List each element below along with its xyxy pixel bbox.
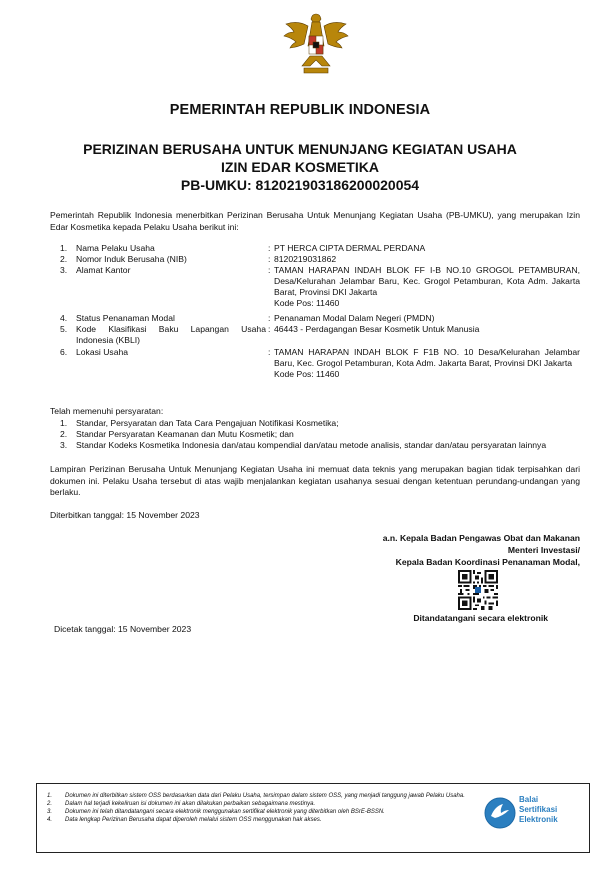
bsre-line-3: Elektronik [519,815,558,824]
field-label: Status Penanaman Modal [76,313,175,323]
field-value-line: 46443 - Perdagangan Besar Kosmetik Untuk Manusia [274,324,480,334]
field-number: 2. [60,254,68,264]
field-value [274,254,580,265]
electronic-signature-note: Ditandatangani secara elektronik [413,613,548,623]
requirement-text: Standar, Persyaratan dan Tata Cara Pengajuan Notifikasi Kosmetika; [76,418,339,428]
field-value-line: TAMAN HARAPAN INDAH BLOK F F1B NO. 10 Desa/Kelurahan Jelambar Baru, Kec. Grogol Petamburan, Kota Adm. Jakarta Barat, Provinsi DKI Jakarta [274,347,580,368]
field-colon: : [268,243,271,253]
field-value-line: Kode Pos: 11460 [274,369,340,379]
requirement-item [50,440,580,451]
footer-note [47,800,477,808]
field-value [274,313,580,324]
garuda-emblem-icon [282,10,350,76]
field-value [274,243,580,254]
requirement-number: 3. [60,440,68,450]
footer-note-number: 1. [47,793,53,799]
requirement-item [50,429,580,440]
field-colon: : [268,313,271,323]
field-value-line: Kode Pos: 11460 [274,298,340,308]
intro-paragraph: Pemerintah Republik Indonesia menerbitkan Perizinan Berusaha Untuk Menunjang Kegiatan Usaha (PB-UMKU), yang merupakan Izin Edar Kosmetika kepada Pelaku Usaha berikut ini: [50,210,580,232]
document-title-line-1: PERIZINAN BERUSAHA UNTUK MENUNJANG KEGIATAN USAHA [83,141,517,157]
requirements-heading: Telah memenuhi persyaratan: [50,406,164,416]
bsre-logo-icon [483,796,517,830]
requirements-list [50,418,580,451]
field-value-line: 8120219031862 [274,254,337,264]
field-label: Lokasi Usaha [76,347,129,357]
footer-note-text: Dokumen ini diterbitkan sistem OSS berdasarkan data dari Pelaku Usaha, tersimpan dalam sistem OSS, yang menjadi tanggung jawab Pelaku Usaha. [65,793,465,799]
field-number: 5. [60,324,68,334]
field-value [274,324,580,335]
field-value-line: Penanaman Modal Dalam Negeri (PMDN) [274,313,435,323]
document-title-line-2: IZIN EDAR KOSMETIKA [221,159,379,175]
footer-note-number: 2. [47,801,53,807]
document-title-line-3: PB-UMKU: 812021903186200020054 [180,177,420,193]
field-value [274,347,580,380]
field-label: Alamat Kantor [76,265,131,275]
field-value [274,265,580,309]
footer-note [47,816,477,824]
footer-note-text: Data lengkap Perizinan Berusaha dapat diperoleh melalui sistem OSS menggunakan hak akses. [65,817,322,823]
signatory-block [340,532,580,568]
requirement-text: Standar Kodeks Kosmetika Indonesia dan/atau kompendial dan/atau metode analisis, standar dan/atau persyaratan lainnya [76,440,547,450]
requirement-number: 2. [60,429,68,439]
signatory-line-1: a.n. Kepala Badan Pengawas Obat dan Makanan [382,533,580,543]
footer-note-text: Dokumen ini telah ditandatangani secara elektronik menggunakan sertifikat elektronik yang diterbitkan oleh BSrE-BSSN. [65,809,385,815]
qr-code-icon [458,570,498,610]
field-label: Nomor Induk Berusaha (NIB) [76,254,187,264]
field-number: 3. [60,265,68,275]
signatory-line-2: Menteri Investasi/ [507,545,580,555]
footer-note [47,792,477,800]
bsre-logo [483,794,583,834]
field-number: 1. [60,243,68,253]
field-number: 4. [60,313,68,323]
field-colon: : [268,324,271,334]
footer-note-number: 4. [47,817,53,823]
field-number: 6. [60,347,68,357]
signatory-line-3: Kepala Badan Koordinasi Penanaman Modal, [395,557,580,567]
footer-notes-box [36,783,590,853]
field-value-line: PT HERCA CIPTA DERMAL PERDANA [274,243,426,253]
footer-notes-list [47,792,477,824]
bsre-logo-text [519,795,558,825]
field-colon: : [268,347,271,357]
requirement-text: Standar Persyaratan Keamanan dan Mutu Kosmetik; dan [76,429,294,439]
field-label: Nama Pelaku Usaha [76,243,155,253]
field-colon: : [268,265,271,275]
field-value-line: TAMAN HARAPAN INDAH BLOK FF I-B NO.10 GROGOL PETAMBURAN, Desa/Kelurahan Jelambar Baru, Kec. Grogol Petamburan, Kota Adm. Jakarta Barat, Provinsi DKI Jakarta [274,265,580,297]
footer-note-text: Dalam hal terjadi kekeliruan isi dokumen ini akan dilakukan perbaikan sebagaimana mestinya. [65,801,316,807]
issued-date: Diterbitkan tanggal: 15 November 2023 [50,510,200,520]
bsre-line-1: Balai [519,795,539,804]
field-colon: : [268,254,271,264]
footer-note [47,808,477,816]
document-title [0,140,600,194]
requirement-item [50,418,580,429]
closing-paragraph: Lampiran Perizinan Berusaha Untuk Menunjang Kegiatan Usaha ini memuat data teknis yang merupakan bagian tidak terpisahkan dari dokumen ini. Pelaku Usaha tersebut di atas wajib menjalankan kegiatan usahanya sesuai dengan ketentuan perundang-undangan yang berlaku. [50,464,580,497]
government-title: PEMERINTAH REPUBLIK INDONESIA [169,102,431,118]
bsre-line-2: Sertifikasi [519,805,558,814]
requirement-number: 1. [60,418,68,428]
footer-note-number: 3. [47,809,53,815]
printed-date: Dicetak tanggal: 15 November 2023 [54,624,192,634]
field-label: Kode Klasifikasi Baku Lapangan Usaha Indonesia (KBLI) [76,324,266,345]
